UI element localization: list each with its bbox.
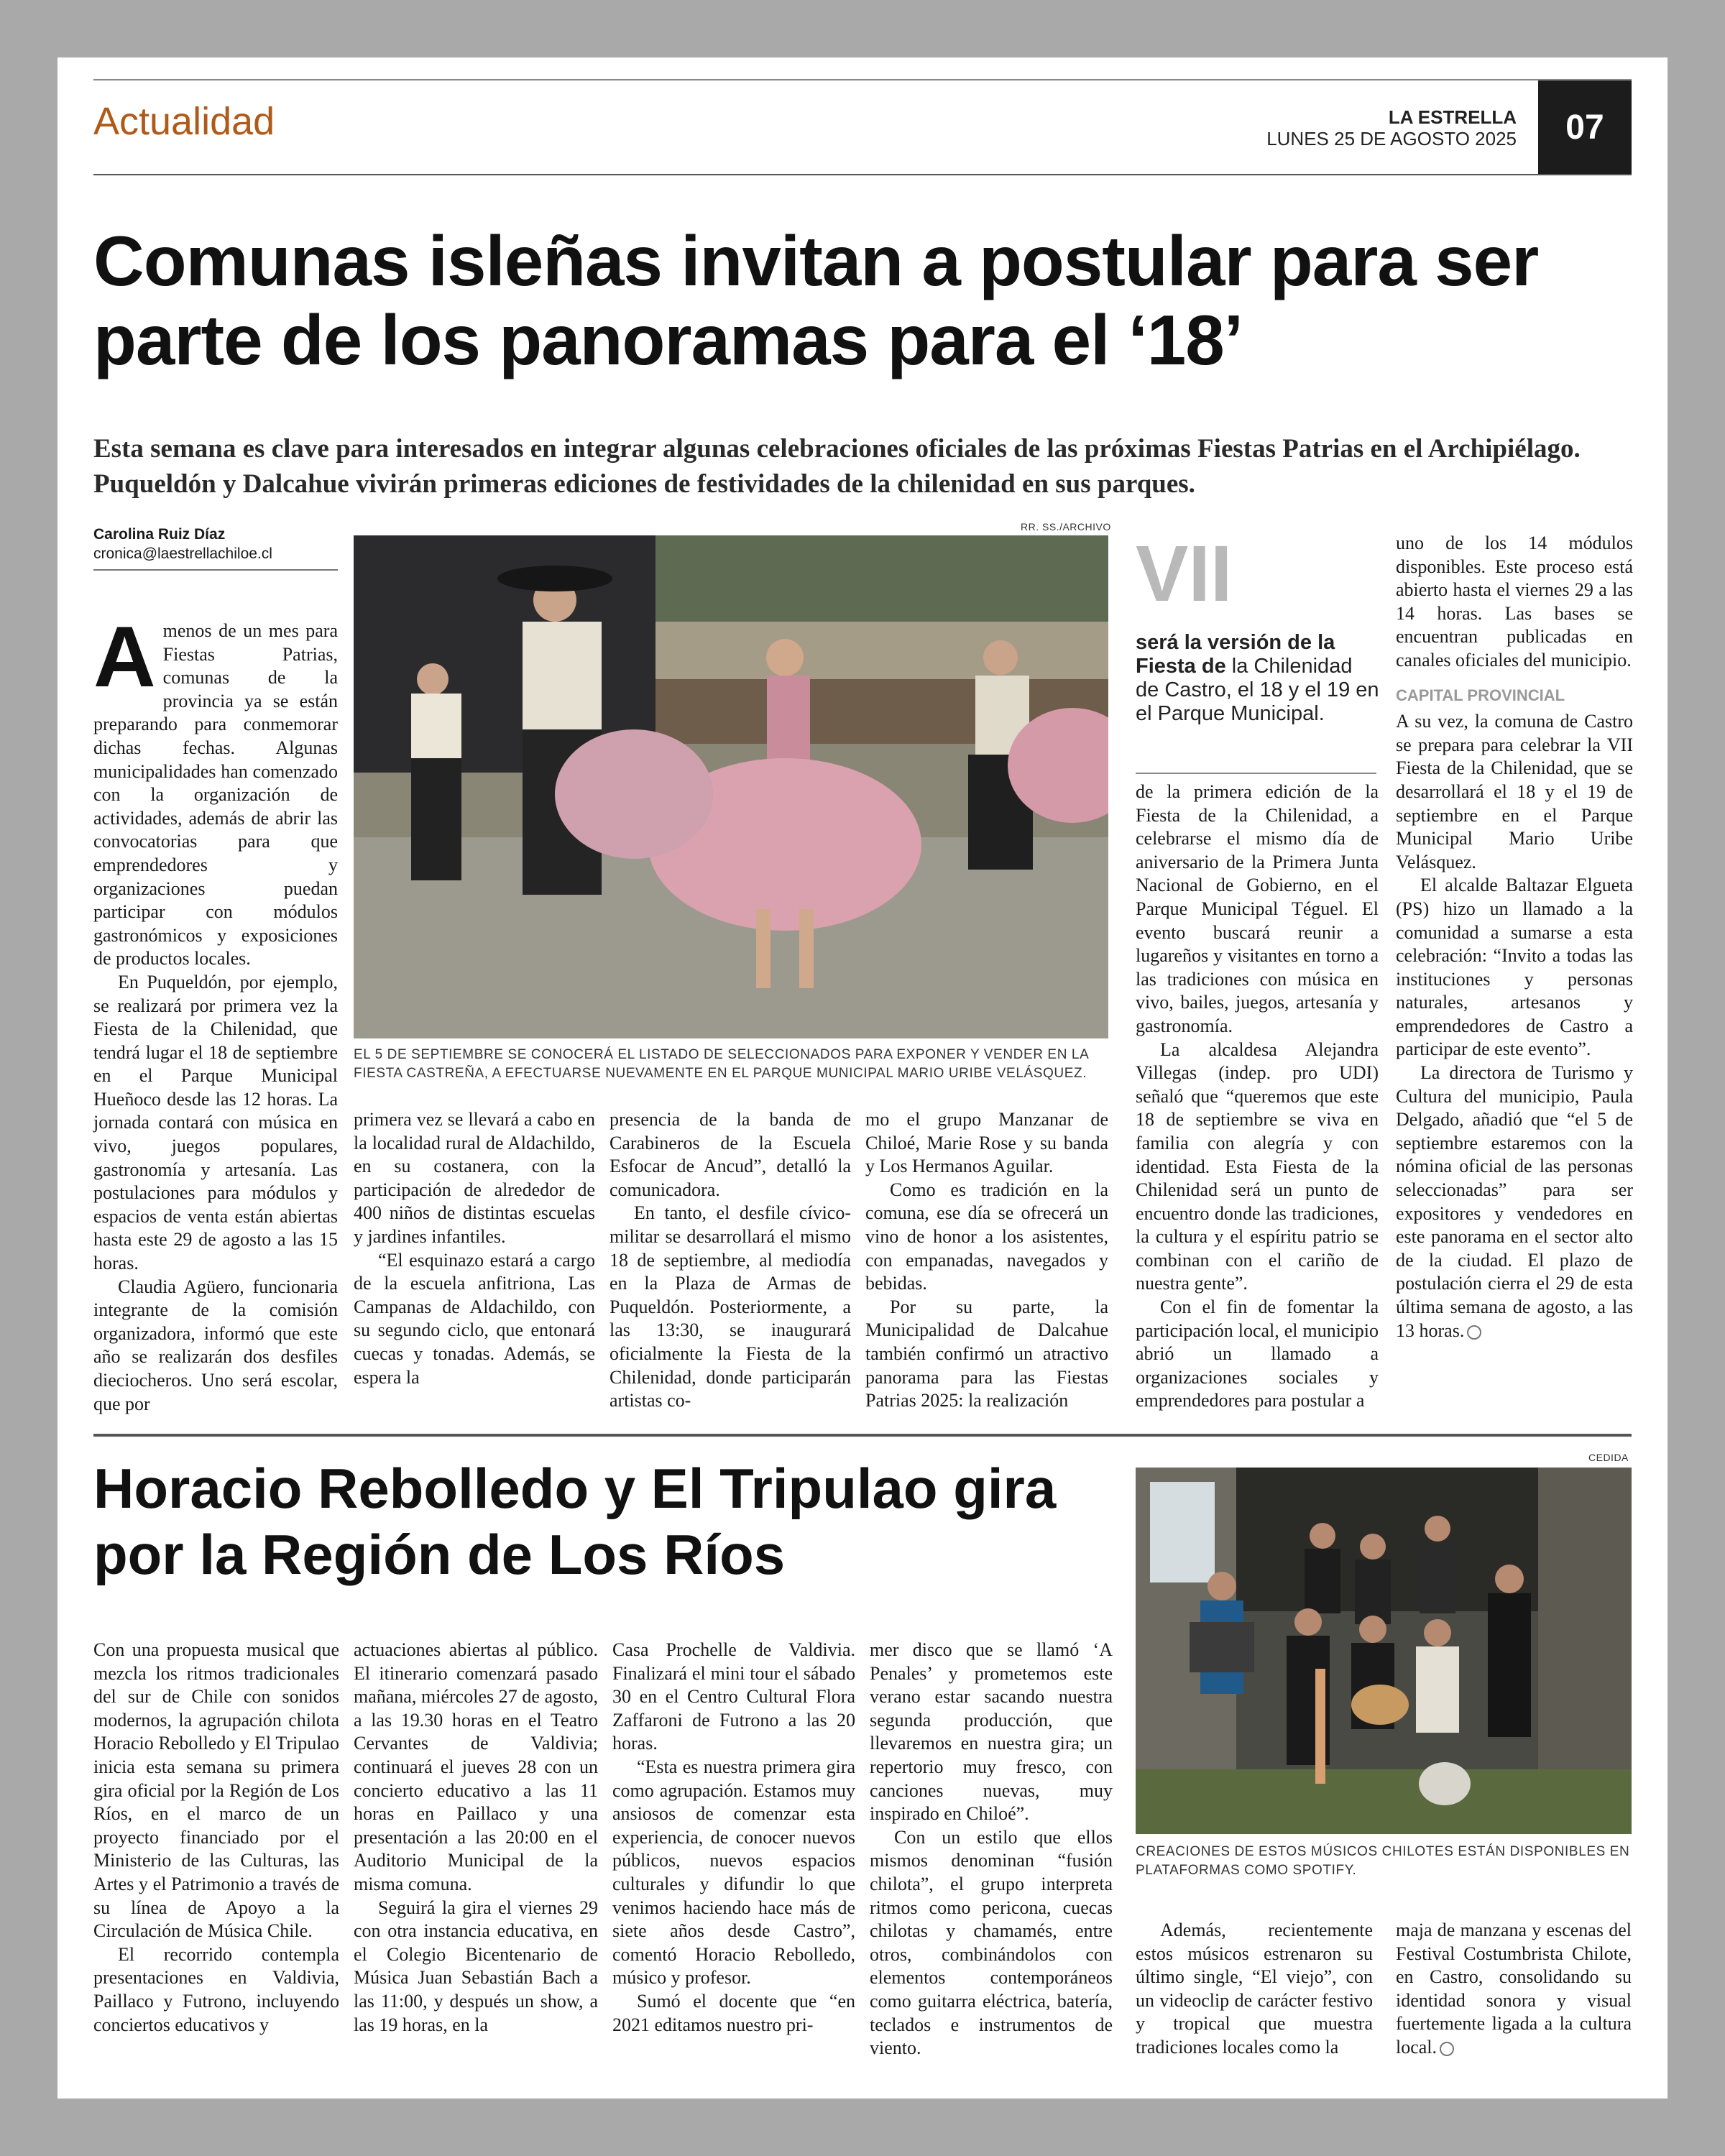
paragraph-text: maja de manzana y escenas del Festival Costumbrista Chilote, en Castro, consolidando su identidad sonora y visual fuertemente ligada a la cultura local. bbox=[1396, 1920, 1632, 2058]
paragraph: Además, recientemente estos músicos estrenaron su último single, “El viejo”, con un videoclip de carácter festivo y tropical que muestra tradiciones locales como la bbox=[1136, 1920, 1373, 2058]
paragraph: En Puqueldón, por ejemplo, se realizará por primera vez la Fiesta de la Chilenidad, que tendrá lugar el 18 de septiembre en el Parque Municipal Hueñoco desde las 12 horas. La jornada contará con música en vivo, juegos populares, gastronomía y artesanía. Las postulaciones para módulos y espacios de venta están abiertas hasta este 29 de agosto a las 15 horas. bbox=[93, 971, 338, 1274]
paragraph: actuaciones abiertas al público. El itinerario comenzará pasado mañana, miércoles 27 de agosto, a las 19.30 horas en el Teatro Cervantes de Valdivia; continuará el jueves 28 con un concierto educativo a las 11 horas en Paillaco y una presentación a las 20:00 en el Auditorio Municipal de la misma comuna. bbox=[354, 1639, 598, 1894]
paragraph-text: La directora de Turismo y Cultura del municipio, Paula Delgado, añadió que “el 5 de septiembre estaremos con la nómina oficial de las personas seleccionadas” para ser expositores y vendedores en este panorama en el sector alto de la ciudad. El plazo de postulación cierra el 29 de esta última semana de agosto, a las 13 horas. bbox=[1396, 1062, 1633, 1341]
dancers-illustration bbox=[354, 535, 1108, 1038]
author-name: Carolina Ruiz Díaz bbox=[93, 526, 226, 543]
paragraph: Con una propuesta musical que mezcla los ritmos tradicionales del sur de Chile con sonidos modernos, la agrupación chilota Horacio Rebolledo y El Tripulao inicia esta semana su primera gira oficial por la Región de Los Ríos, en el marco de un proyecto financiado por el Ministerio de las Culturas, las Artes y el Patrimonio a través de su línea de Apoyo a la Circulación de Música Chile. bbox=[93, 1639, 339, 1942]
paragraph: A su vez, la comuna de Castro se prepara para celebrar la VII Fiesta de la Chilenidad, que se desarrollará el 18 y el 19 de septiembre en el Parque Municipal Mario Uribe Velásquez. bbox=[1396, 711, 1633, 872]
paragraph: Seguirá la gira el viernes 29 con otra instancia educativa, en el Colegio Bicentenario de Música Juan Sebastián Bach a las 11:00, y después un show, a las 19 horas, en la bbox=[354, 1897, 598, 2035]
factbox-number: VII bbox=[1136, 530, 1233, 618]
photo-credit: CEDIDA bbox=[1588, 1452, 1629, 1463]
article2-column-6 bbox=[1396, 1919, 1632, 2060]
article1-column-5 bbox=[1136, 780, 1379, 1413]
paragraph bbox=[1396, 1061, 1633, 1342]
factbox-rule bbox=[1136, 773, 1376, 774]
paragraph: Con un estilo que ellos mismos denominan “fusión chilota”, el grupo interpreta ritmos como pericona, cuecas chilotas y chamamés, entre otros, combinándolos con elementos contemporáneos como guitarra eléctrica, batería, teclados e instrumentos de viento. bbox=[870, 1826, 1113, 2059]
band-illustration bbox=[1136, 1468, 1632, 1834]
paragraph: uno de los 14 módulos disponibles. Este proceso está abierto hasta el viernes 29 a las 14 horas. Las bases se encuentran publicadas en canales oficiales del municipio. bbox=[1396, 533, 1633, 671]
masthead bbox=[1266, 106, 1517, 149]
paragraph: mo el grupo Manzanar de Chiloé, Marie Rose y su banda y Los Hermanos Aguilar. bbox=[865, 1109, 1108, 1177]
article2-column-3 bbox=[612, 1639, 855, 2037]
header-rule bbox=[93, 174, 1632, 175]
paragraph: En tanto, el desfile cívico-militar se desarrollará el mismo 18 de septiembre, al mediodía en la Plaza de Armas de Puqueldón. Posteriormente, a las 13:30, se inaugurará oficialmente la Fiesta de la Chilenidad, donde participarán artistas co- bbox=[610, 1202, 851, 1411]
article1-column-2 bbox=[354, 1108, 595, 1389]
paragraph: La alcaldesa Alejandra Villegas (indep. pro UDI) señaló que “queremos que este 18 de septiembre se viva en familia con alegría y con identidad. Esta Fiesta de la Chilenidad será un punto de encuentro donde las tradiciones, la cultura y el espíritu patrio se combinan con el cariño de nuestra gente”. bbox=[1136, 1038, 1379, 1294]
end-mark-icon bbox=[1467, 1325, 1481, 1340]
paragraph: Claudia Agüero, funcionaria integrante de la comisión organizadora, informó que este año se realizarán dos desfiles dieciocheros. Uno será escolar, que por bbox=[93, 1276, 338, 1414]
paragraph: primera vez se llevará a cabo en la localidad rural de Aldachildo, en su costanera, con la participación de alrededor de 400 niños de distintas escuelas y jardines infantiles. bbox=[354, 1109, 595, 1247]
photo-caption: EL 5 DE SEPTIEMBRE SE CONOCERÁ EL LISTADO DE SELECCIONADOS PARA EXPONER Y VENDER EN LA FIESTA CASTREÑA, A EFECTUARSE NUEVAMENTE EN EL PARQUE MUNICIPAL MARIO URIBE VELÁSQUEZ. bbox=[354, 1047, 1089, 1081]
top-rule bbox=[93, 79, 1632, 80]
factbox-bold: será la versión de la Fiesta de bbox=[1136, 631, 1335, 678]
article1-column-6 bbox=[1396, 532, 1633, 1342]
paragraph: “El esquinazo estará a cargo de la escuela anfitriona, Las Campanas de Aldachildo, con su segundo ciclo, que entonará cuecas y tonadas. Además, se espera la bbox=[354, 1249, 595, 1388]
article2-column-2 bbox=[354, 1639, 598, 2037]
dancers-photo bbox=[354, 535, 1108, 1038]
factbox bbox=[1136, 631, 1380, 726]
paragraph: “Esta es nuestra primera gira como agrupación. Estamos muy ansiosos de comenzar esta experiencia, de conocer nuevos públicos, nuevos espacios culturales y difundir lo que venimos haciendo hace más de siete años desde Castro”, comentó Horacio Rebolledo, músico y profesor. bbox=[612, 1756, 855, 1989]
article1-headline: Comunas isleñas invitan a postular para ser parte de los panoramas para el ‘18’ bbox=[93, 221, 1539, 379]
paragraph: Como es tradición en la comuna, ese día se ofrecerá un vino de honor a los asistentes, con empanadas, navegados y bebidas. bbox=[865, 1179, 1108, 1294]
paragraph: Casa Prochelle de Valdivia. Finalizará el mini tour el sábado 30 en el Centro Cultural Flora Zaffaroni de Futrono a las 20 horas. bbox=[612, 1639, 855, 1754]
article1-column-1 bbox=[93, 609, 338, 1416]
subhead-capital-provincial: CAPITAL PROVINCIAL bbox=[1396, 686, 1565, 704]
article2-headline: Horacio Rebolledo y El Tripulao gira por la Región de Los Ríos bbox=[93, 1457, 1057, 1586]
article1-deck: Esta semana es clave para interesados en integrar algunas celebraciones oficiales de las próximas Fiestas Patrias en el Archipiélago. Puqueldón y Dalcahue vivirán primeras ediciones de festividades de la chilenidad en sus parques. bbox=[93, 434, 1581, 499]
photo-credit: RR. SS./ARCHIVO bbox=[1021, 521, 1111, 533]
paragraph: El alcalde Baltazar Elgueta (PS) hizo un llamado a la comunidad a sumarse a esta celebración: “Invito a todas las instituciones y personas naturales, artesanos y emprendedores de Castro a participar de este evento”. bbox=[1396, 875, 1633, 1060]
article2-column-1 bbox=[93, 1639, 339, 2037]
paragraph: Con el fin de fomentar la participación local, el municipio abrió un llamado a organizaciones sociales y emprendedores para postular a bbox=[1136, 1296, 1379, 1411]
issue-date: LUNES 25 DE AGOSTO 2025 bbox=[1266, 128, 1517, 149]
drop-cap: A bbox=[93, 609, 156, 705]
article1-column-4 bbox=[865, 1108, 1108, 1413]
newspaper-page bbox=[58, 57, 1668, 2099]
paragraph bbox=[1396, 1919, 1632, 2060]
paragraph: menos de un mes para Fiestas Patrias, comunas de la provincia ya se están preparando para conmemorar dichas fechas. Algunas municipalidades han comenzado con la organización de actividades, además de abrir las convocatorias para que emprendedores y organizaciones puedan participar con módulos gastronómicos y exposiciones de productos locales. bbox=[93, 620, 338, 969]
photo-caption: CREACIONES DE ESTOS MÚSICOS CHILOTES ESTÁN DISPONIBLES EN PLATAFORMAS COMO SPOTIFY. bbox=[1136, 1844, 1630, 1878]
factbox-text: la Chilenidad de Castro, el 18 y el 19 en el Parque Municipal. bbox=[1136, 655, 1379, 725]
section-divider bbox=[93, 1434, 1632, 1437]
article1-column-3 bbox=[610, 1108, 851, 1413]
paragraph: presencia de la banda de Carabineros de la Escuela Esfocar de Ancud”, detalló la comunicadora. bbox=[610, 1109, 851, 1200]
article2-column-4 bbox=[870, 1639, 1113, 2060]
page-number: 07 bbox=[1538, 80, 1632, 174]
band-photo bbox=[1136, 1468, 1632, 1834]
end-mark-icon bbox=[1440, 2042, 1454, 2056]
paragraph: Por su parte, la Municipalidad de Dalcahue también confirmó un atractivo panorama para las Fiestas Patrias 2025: la realización bbox=[865, 1296, 1108, 1411]
paragraph: El recorrido contempla presentaciones en Valdivia, Paillaco y Futrono, incluyendo conciertos educativos y bbox=[93, 1943, 339, 2035]
paragraph: de la primera edición de la Fiesta de la Chilenidad, a celebrarse el mismo día de aniversario de la Primera Junta Nacional de Gobierno, en el Parque Municipal Téguel. El evento buscará reunir a lugareños y visitantes en torno a las tradiciones con música en vivo, bailes, juegos, artesanía y gastronomía. bbox=[1136, 781, 1379, 1036]
byline bbox=[93, 525, 338, 571]
author-email: cronica@laestrellachiloe.cl bbox=[93, 545, 272, 562]
section-label: Actualidad bbox=[93, 100, 275, 143]
paragraph: mer disco que se llamó ‘A Penales’ y prometemos este verano estar sacando nuestra segunda producción, que llevaremos en nuestra gira; un repertorio muy fresco, con canciones nuevas, muy inspirado en Chiloé”. bbox=[870, 1639, 1113, 1825]
article2-column-5 bbox=[1136, 1919, 1373, 2060]
paper-name: LA ESTRELLA bbox=[1388, 106, 1517, 128]
paragraph: Sumó el docente que “en 2021 editamos nuestro pri- bbox=[612, 1990, 855, 2035]
